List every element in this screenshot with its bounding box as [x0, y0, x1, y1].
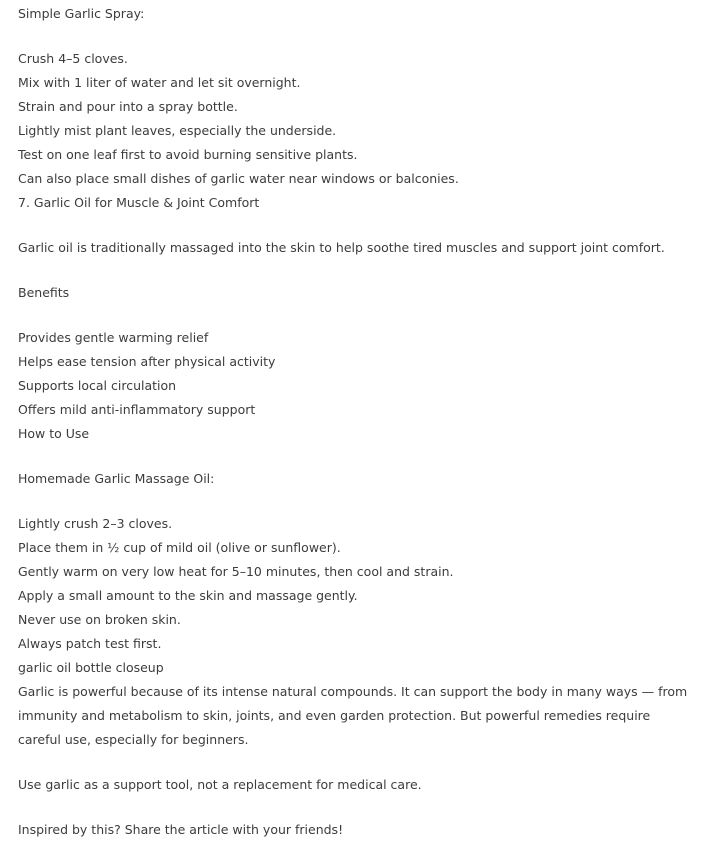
massage-heading: Homemade Garlic Massage Oil:: [18, 471, 215, 486]
share-cta: Inspired by this? Share the article with your friends!: [18, 822, 344, 837]
spacer: [18, 797, 708, 818]
spacer: [18, 491, 708, 512]
list-item: Supports local circulation: [18, 378, 177, 393]
spacer: [18, 305, 708, 326]
benefits-list: [18, 326, 708, 422]
spacer: [18, 215, 708, 236]
how-to-use-heading: How to Use: [18, 426, 90, 441]
list-item: Lightly mist plant leaves, especially the underside.: [18, 123, 337, 138]
list-item: Helps ease tension after physical activity: [18, 354, 276, 369]
benefits-heading: Benefits: [18, 285, 70, 300]
list-item: Test on one leaf first to avoid burning sensitive plants.: [18, 147, 358, 162]
list-item: Offers mild anti-inflammatory support: [18, 402, 256, 417]
spacer: [18, 446, 708, 467]
spacer: [18, 260, 708, 281]
spacer: [18, 752, 708, 773]
conclusion-paragraph: Garlic is powerful because of its intense natural compounds. It can support the body in many ways — from immunity and metabolism to skin, joints, and even garden protection. But powerful remedies require careful use, especially for beginners.: [18, 684, 688, 747]
list-item: Mix with 1 liter of water and let sit overnight.: [18, 75, 301, 90]
list-item: Place them in ½ cup of mild oil (olive or sunflower).: [18, 540, 341, 555]
list-item: Strain and pour into a spray bottle.: [18, 99, 238, 114]
massage-steps-list: [18, 512, 708, 656]
list-item: Apply a small amount to the skin and massage gently.: [18, 588, 358, 603]
list-item: Never use on broken skin.: [18, 612, 181, 627]
list-item: Crush 4–5 cloves.: [18, 51, 128, 66]
list-item: Lightly crush 2–3 cloves.: [18, 516, 173, 531]
list-item: Provides gentle warming relief: [18, 330, 209, 345]
spray-steps-list: [18, 47, 708, 191]
list-item: Can also place small dishes of garlic water near windows or balconies.: [18, 171, 459, 186]
reminder-text: Use garlic as a support tool, not a replacement for medical care.: [18, 777, 422, 792]
image-alt-text: garlic oil bottle closeup: [18, 660, 164, 675]
section-heading: 7. Garlic Oil for Muscle & Joint Comfort: [18, 195, 260, 210]
spray-heading: Simple Garlic Spray:: [18, 6, 145, 21]
section-intro: Garlic oil is traditionally massaged into the skin to help soothe tired muscles and support joint comfort.: [18, 240, 665, 255]
list-item: Gently warm on very low heat for 5–10 minutes, then cool and strain.: [18, 564, 454, 579]
list-item: Always patch test first.: [18, 636, 162, 651]
spacer: [18, 26, 708, 47]
